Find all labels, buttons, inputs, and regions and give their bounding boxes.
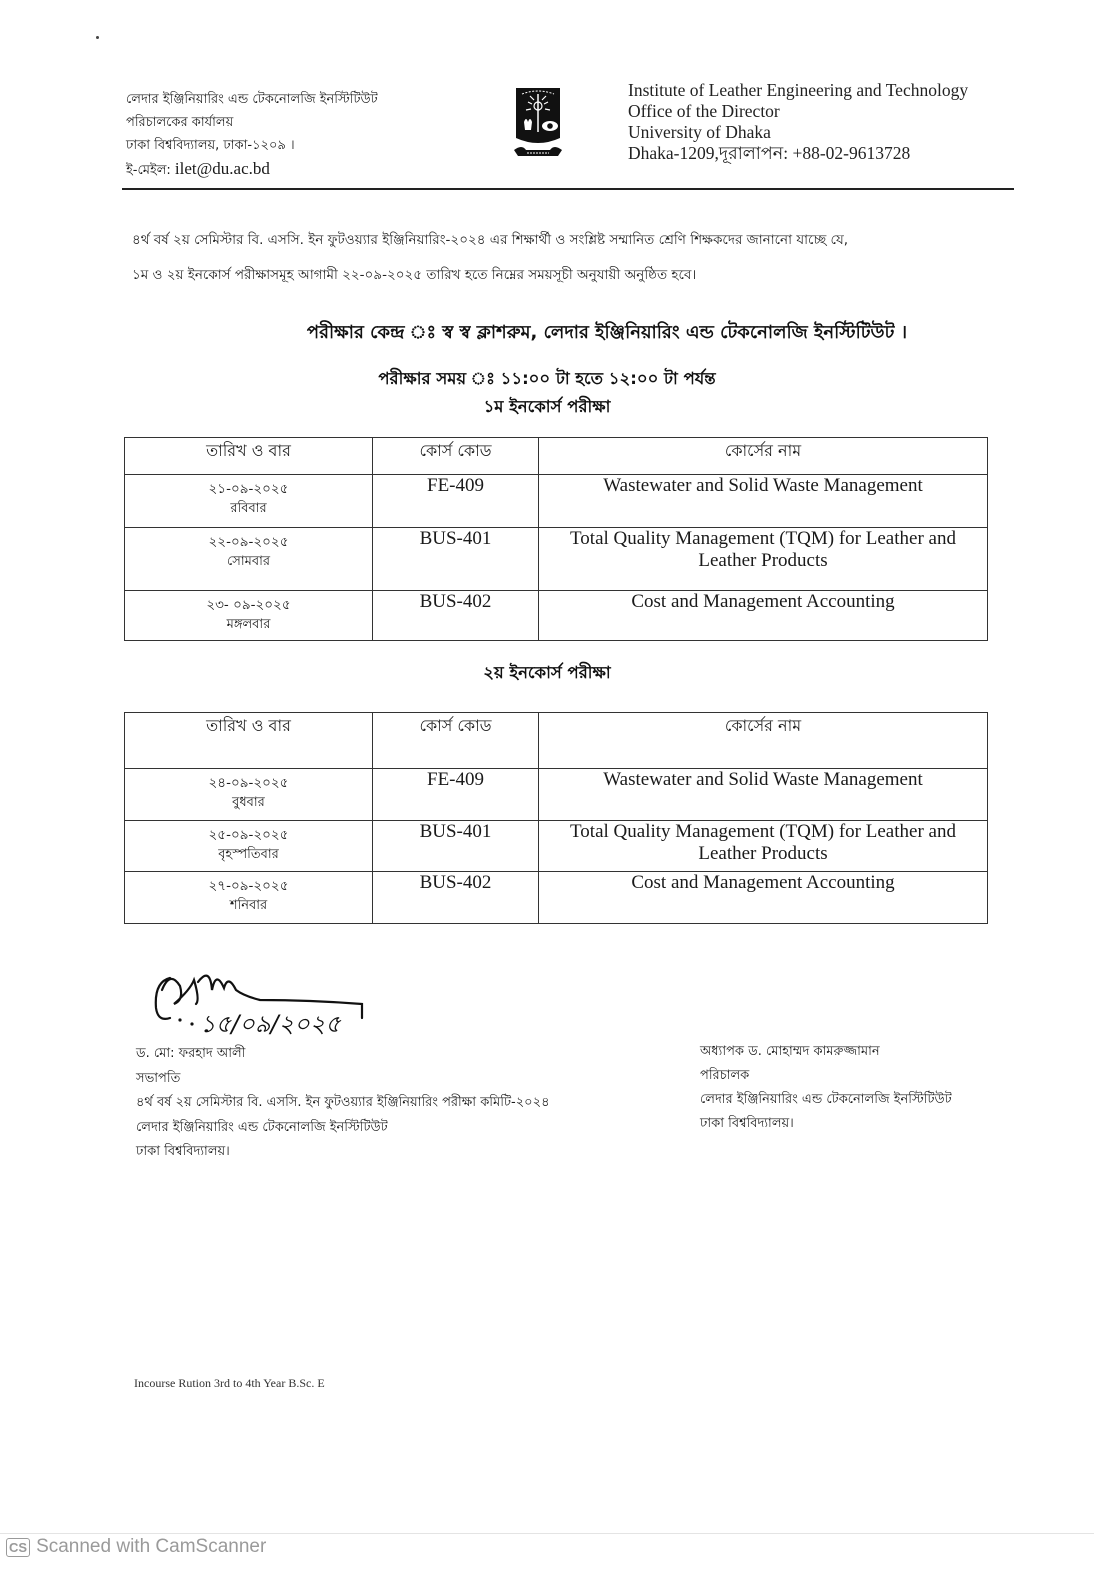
scanner-divider: [0, 1533, 1094, 1534]
exam-date: ২৪-০৯-২০২৫: [208, 775, 289, 791]
course-name: Cost and Management Accounting: [539, 872, 988, 924]
table-row: [125, 475, 988, 528]
course-code: FE-409: [373, 475, 539, 528]
exam-date: ২৫-০৯-২০২৫: [208, 827, 289, 843]
header-date-day: তারিখ ও বার: [125, 713, 373, 769]
document-footnote: Incourse Rution 3rd to 4th Year B.Sc. E: [134, 1376, 325, 1390]
header-course-name: কোর্সের নাম: [539, 438, 988, 475]
letterhead-bangla: [126, 88, 378, 182]
header-course-code: কোর্স কোড: [373, 713, 539, 769]
table-row: [125, 769, 988, 821]
course-code: BUS-402: [373, 591, 539, 641]
university-name-en: University of Dhaka: [628, 122, 771, 142]
course-name: Cost and Management Accounting: [539, 591, 988, 641]
date-cell: [125, 475, 373, 528]
first-incourse-schedule-table: [124, 437, 988, 641]
course-code: BUS-402: [373, 872, 539, 924]
exam-date: ২৩- ০৯-২০২৫: [206, 597, 291, 613]
course-code: FE-409: [373, 769, 539, 821]
table-header-row: [125, 438, 988, 475]
table-row: [125, 591, 988, 641]
camscanner-text: Scanned with CamScanner: [36, 1536, 267, 1557]
date-cell: [125, 821, 373, 872]
exam-center: পরীক্ষার কেন্দ্র ঃ স্ব স্ব ক্লাশরুম, লেদার ইঞ্জিনিয়ারিং এন্ড টেকনোলজি ইনস্টিটিউট ।: [306, 322, 908, 343]
office-name-bn: পরিচালকের কার্যালয়: [126, 115, 234, 130]
institute-name-bn: লেদার ইঞ্জিনিয়ারিং এন্ড টেকনোলজি ইনস্টিটিউট: [126, 92, 378, 107]
signatory-right-name: অধ্যাপক ড. মোহাম্মদ কামরুজ্জামান: [700, 1044, 880, 1059]
signatory-left-committee: ৪র্থ বর্ষ ২য় সেমিস্টার বি. এসসি. ইন ফুটওয়্যার ইঞ্জিনিয়ারিং পরীক্ষা কমিটি-২০২৪: [136, 1095, 550, 1110]
second-incourse-title: ২য় ইনকোর্স পরীক্ষা: [483, 663, 611, 682]
table-row: [125, 872, 988, 924]
date-cell: [125, 769, 373, 821]
signatory-left-university: ঢাকা বিশ্ববিদ্যালয়।: [136, 1144, 230, 1159]
camscanner-watermark: [6, 1536, 266, 1558]
signatory-right-university: ঢাকা বিশ্ববিদ্যালয়।: [700, 1116, 794, 1131]
address-bn: ঢাকা বিশ্ববিদ্যালয়, ঢাকা-১২০৯ ।: [126, 138, 295, 153]
notice-line-2: ১ম ও ২য় ইনকোর্স পরীক্ষাসমূহ আগামী ২২-০৯-২০২৫ তারিখ হতে নিম্নের সময়সূচী অনুযায়ী অনুষ্ঠিত হবে।: [132, 267, 697, 283]
letterhead-english: [628, 80, 968, 164]
email-line: [126, 157, 378, 182]
course-name: Total Quality Management (TQM) for Leather and Leather Products: [539, 528, 988, 591]
signatory-left-institute: লেদার ইঞ্জিনিয়ারিং এন্ড টেকনোলজি ইনস্টিটিউট: [136, 1119, 388, 1135]
signatory-left-name: ড. মো: ফরহাদ আলী: [136, 1046, 246, 1061]
scan-speck: [96, 36, 99, 39]
letterhead-divider: [122, 188, 1014, 190]
email-address: ilet@du.ac.bd: [174, 159, 270, 178]
date-cell: [125, 872, 373, 924]
second-incourse-schedule-table: [124, 712, 988, 924]
exam-day: শনিবার: [229, 898, 268, 913]
exam-day: বুধবার: [232, 795, 265, 810]
exam-day: মঙ্গলবার: [226, 617, 271, 632]
signatory-left-title: সভাপতি: [136, 1070, 181, 1086]
course-name: Wastewater and Solid Waste Management: [539, 475, 988, 528]
course-name: Total Quality Management (TQM) for Leather and Leather Products: [539, 821, 988, 872]
camscanner-logo-icon: CS: [6, 1538, 30, 1557]
header-course-code: কোর্স কোড: [373, 438, 539, 475]
address-phone-en: Dhaka-1209,দূরালাপন: +88-02-9613728: [628, 143, 911, 163]
table-row: [125, 821, 988, 872]
signatory-left: [136, 1042, 550, 1165]
table-row: [125, 528, 988, 591]
signatory-right-title: পরিচালক: [700, 1068, 750, 1083]
course-code: BUS-401: [373, 528, 539, 591]
exam-date: ২৭-০৯-২০২৫: [208, 878, 289, 894]
exam-day: বৃহস্পতিবার: [218, 847, 279, 862]
first-incourse-title: ১ম ইনকোর্স পরীক্ষা: [483, 397, 611, 416]
notice-line-1: ৪র্থ বর্ষ ২য় সেমিস্টার বি. এসসি. ইন ফুটওয়্যার ইঞ্জিনিয়ারিং-২০২৪ এর শিক্ষার্থী ও সংশ্লিষ্ট সম্মানিত শ্রেণি শিক্ষকদের জানানো যাচ্ছে যে,: [132, 232, 849, 248]
exam-date: ২১-০৯-২০২৫: [208, 481, 289, 497]
exam-time: পরীক্ষার সময় ঃ ১১:০০ টা হতে ১২:০০ টা পর্যন্ত: [378, 369, 716, 388]
date-cell: [125, 528, 373, 591]
table-header-row: [125, 713, 988, 769]
office-name-en: Office of the Director: [628, 101, 780, 121]
signatory-right: [700, 1040, 952, 1136]
header-date-day: তারিখ ও বার: [125, 438, 373, 475]
date-cell: [125, 591, 373, 641]
exam-day: রবিবার: [230, 501, 267, 516]
exam-day: সোমবার: [226, 554, 270, 569]
signature-date: ১৫/০৯/২০২৫: [200, 1010, 341, 1038]
course-name: Wastewater and Solid Waste Management: [539, 769, 988, 821]
header-course-name: কোর্সের নাম: [539, 713, 988, 769]
exam-date: ২২-০৯-২০২৫: [208, 534, 289, 550]
email-label: ই-মেইল:: [126, 163, 171, 178]
university-of-dhaka-crest-icon: [514, 86, 562, 164]
institute-name-en: Institute of Leather Engineering and Technology: [628, 80, 969, 100]
course-code: BUS-401: [373, 821, 539, 872]
signatory-right-institute: লেদার ইঞ্জিনিয়ারিং এন্ড টেকনোলজি ইনস্টিটিউট: [700, 1092, 952, 1107]
